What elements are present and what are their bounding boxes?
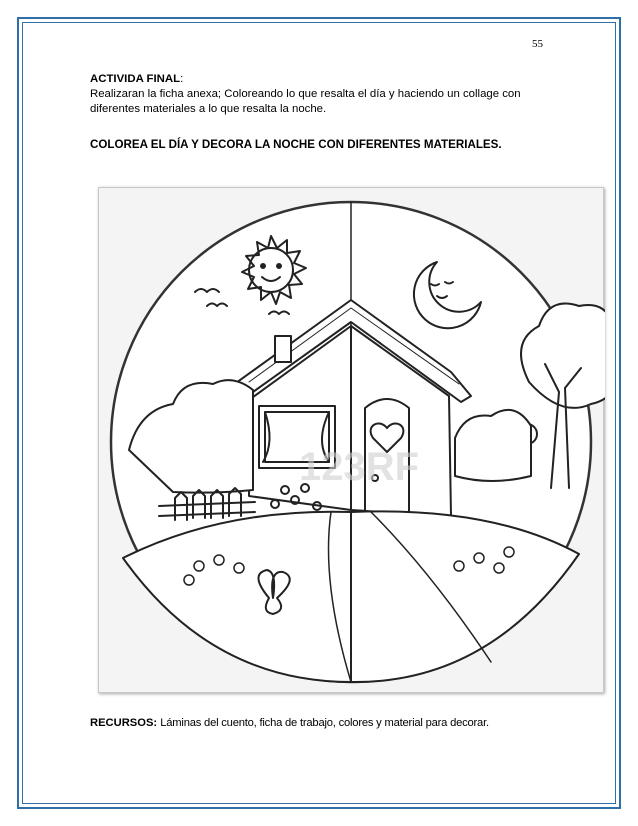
chimney [275,336,291,362]
activity-description: Realizaran la ficha anexa; Coloreando lo que resalta el día y haciendo un collage con diferentes materiales a lo que resalta la noche. [90,88,521,115]
activity-label-colon: : [180,73,184,85]
resources-label: RECURSOS: [90,717,158,729]
resources-line [90,717,489,729]
activity-instruction: COLOREA EL DÍA Y DECORA LA NOCHE CON DIFERENTES MATERIALES. [90,138,502,151]
watermark: 123RF [299,445,420,489]
page-number: 55 [532,38,543,50]
resources-text: Láminas del cuento, ficha de trabajo, colores y material para decorar. [160,717,489,729]
bush-right [455,410,531,481]
day-night-house-drawing [99,188,605,694]
coloring-illustration [98,187,604,693]
activity-heading [90,72,560,87]
activity-label: ACTIVIDA FINAL [90,73,181,85]
